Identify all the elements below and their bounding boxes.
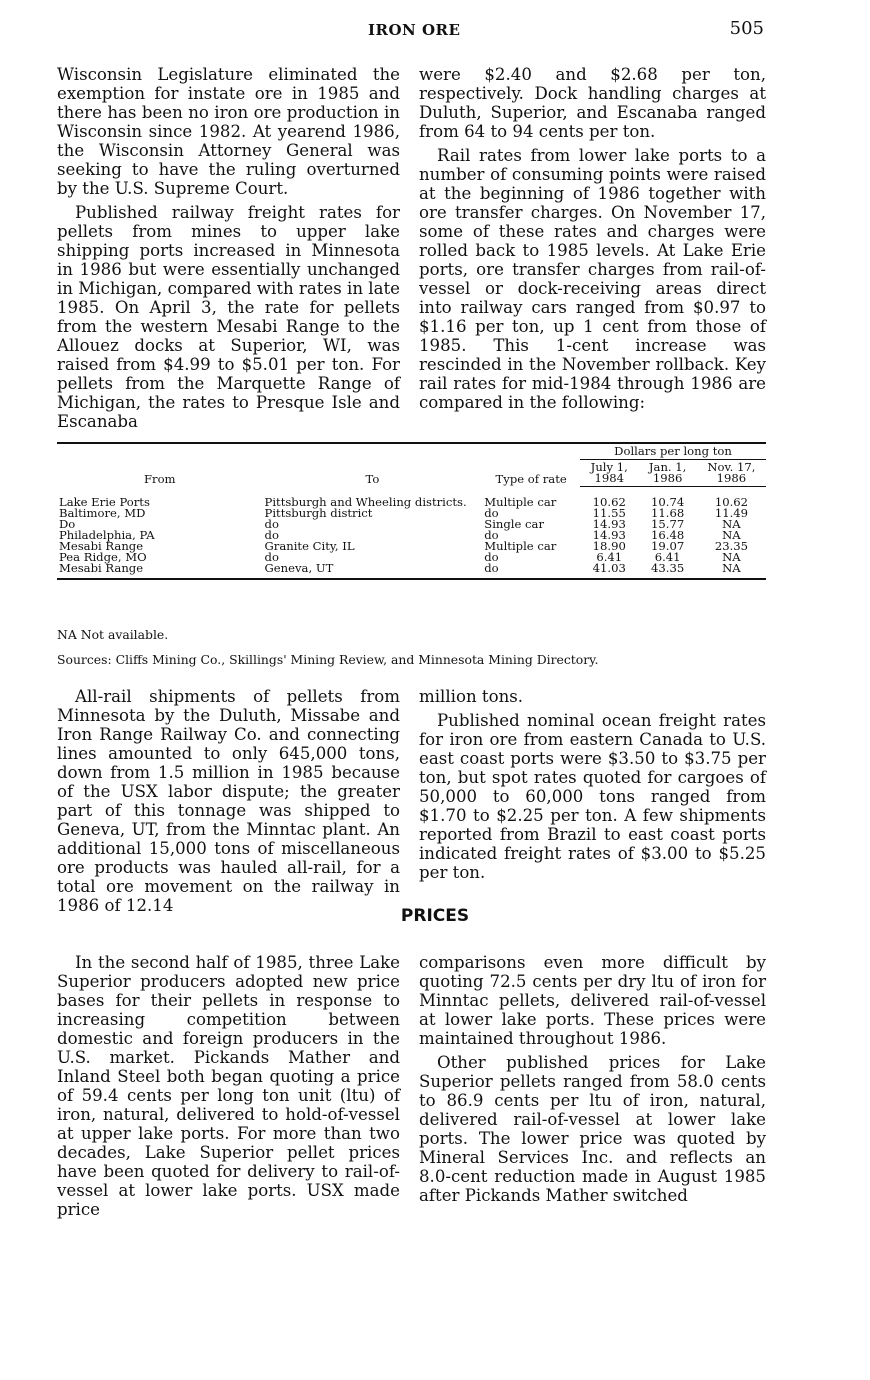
- col-header-from: From: [57, 443, 263, 487]
- paragraph: Rail rates from lower lake ports to a number of consuming points were raised at the beginning of 1986 together with ore transfer charges. On November 17, some of these rates and charges were rolled back to 1985 levels. At Lake Erie ports, ore transfer charges from rail-of-vessel or dock-receiving areas direct into railway cars ranged from $0.97 to $1.16 per ton, up 1 cent from those of 1985. This 1-cent increase was rescinded in the November rollback. Key rail rates for mid-1984 through 1986 are compared in the following:: [419, 146, 766, 412]
- cell-from: Philadelphia, PA: [59, 528, 155, 542]
- cell-nov-1986: 11.49: [714, 506, 749, 520]
- cell-jan-1986: 11.68: [651, 506, 685, 520]
- cell-jan-1986: 6.41: [654, 550, 681, 564]
- col-header-type: Type of rate: [482, 443, 580, 487]
- middle-left-column: [57, 687, 400, 920]
- paragraph: Published railway freight rates for pellets from mines to upper lake shipping ports increased in Minnesota in 1986 but were essentially unchanged in Michigan, compared with rates in late 1985. On April 3, the rate for pellets from the western Mesabi Range to the Allouez docks at Superior, WI, was raised from $4.99 to $5.01 per ton. For pellets from the Marquette Range of Michigan, the rates to Presque Isle and Escanaba: [57, 203, 400, 431]
- cell-july-1984: 18.90: [592, 539, 626, 553]
- cell-jan-1986: 10.74: [651, 495, 685, 509]
- cell-july-1984: 10.62: [592, 495, 626, 509]
- rail-rates-table: [57, 442, 766, 580]
- paragraph: All-rail shipments of pellets from Minnesota by the Duluth, Missabe and Iron Range Railway Co. and connecting lines amounted to only 645,000 tons, down from 1.5 million in 1985 because of the USX labor dispute; the greater part of this tonnage was shipped to Geneva, UT, from the Minntac plant. An additional 15,000 tons of miscellaneous ore products was hauled all-rail, for a total ore movement on the railway in 1986 of 12.14: [57, 687, 400, 915]
- cell-to: Pittsburgh district: [264, 506, 373, 520]
- table-note: NA Not available.: [57, 627, 169, 642]
- cell-from: Pea Ridge, MO: [59, 550, 147, 564]
- cell-to: Granite City, IL: [264, 539, 355, 553]
- cell-to: do: [264, 517, 279, 531]
- cell-nov-1986: NA: [697, 563, 766, 579]
- cell-from: Mesabi Range: [59, 539, 144, 553]
- cell-nov-1986: 23.35: [714, 539, 749, 553]
- page-header: [0, 18, 870, 44]
- col-header-to: To: [263, 443, 483, 487]
- cell-jan-1986: 15.77: [651, 517, 685, 531]
- col-header-july-1984: July 1, 1984: [580, 460, 638, 487]
- bottom-right-column: [419, 953, 766, 1210]
- cell-july-1984: 41.03: [580, 563, 638, 579]
- cell-july-1984: 14.93: [592, 517, 626, 531]
- cell-nov-1986: 10.62: [714, 495, 749, 509]
- cell-jan-1986: 43.35: [638, 563, 696, 579]
- cell-jan-1986: 19.07: [651, 539, 685, 553]
- paragraph: million tons.: [419, 687, 524, 706]
- cell-type: do: [484, 528, 499, 542]
- table-body: [57, 487, 766, 580]
- cell-july-1984: 11.55: [592, 506, 626, 520]
- table-sources: Sources: Cliffs Mining Co., Skillings' Mining Review, and Minnesota Mining Directory.: [57, 652, 599, 667]
- cell-type: Multiple car: [484, 539, 557, 553]
- page-number: 505: [729, 18, 764, 39]
- col-header-nov-1986: Nov. 17, 1986: [697, 460, 766, 487]
- cell-july-1984: 14.93: [592, 528, 626, 542]
- cell-to: Pittsburgh and Wheeling districts.: [264, 494, 467, 509]
- paragraph: In the second half of 1985, three Lake Superior producers adopted new price bases for their pellets in response to increasing competition between domestic and foreign producers in the U.S. market. Pickands Mather and Inland Steel both began quoting a price of 59.4 cents per long ton unit (ltu) of iron, natural, delivered to hold-of-vessel at upper lake ports. For more than two decades, Lake Superior pellet prices have been quoted for delivery to rail-of-vessel at lower lake ports. USX made price: [57, 953, 400, 1219]
- middle-right-column: [419, 687, 766, 887]
- cell-type: do: [484, 550, 499, 564]
- top-left-column: [57, 65, 400, 436]
- paragraph: Wisconsin Legislature eliminated the exemption for instate ore in 1985 and there has been no iron ore production in Wisconsin since 1982. At yearend 1986, the Wisconsin Attorney General was seeking to have the ruling overturned by the U.S. Supreme Court.: [57, 65, 400, 198]
- cell-type: do: [484, 506, 499, 520]
- cell-to: Geneva, UT: [263, 563, 483, 579]
- paragraph: comparisons even more difficult by quoting 72.5 cents per dry ltu of iron for Minntac pellets, delivered rail-of-vessel at lower lake ports. These prices were maintained throughout 1986.: [419, 953, 766, 1048]
- paragraph: Other published prices for Lake Superior pellets ranged from 58.0 cents to 86.9 cents per ltu of iron, natural, delivered rail-of-vessel at lower lake ports. The lower price was quoted by Mineral Services Inc. and reflects an 8.0-cent reduction made in August 1985 after Pickands Mather switched: [419, 1053, 766, 1205]
- cell-to: do: [264, 550, 279, 564]
- top-right-column: [419, 65, 766, 417]
- cell-from: Mesabi Range: [57, 563, 263, 579]
- running-head: IRON ORE: [368, 21, 461, 39]
- cell-from: Baltimore, MD: [59, 506, 146, 520]
- cell-nov-1986: NA: [722, 517, 741, 531]
- cell-jan-1986: 16.48: [651, 528, 685, 542]
- paragraph: Published nominal ocean freight rates for iron ore from eastern Canada to U.S. east coast ports were $3.50 to $3.75 per ton, but spot rates quoted for cargoes of 50,000 to 60,000 tons ranged from $1.70 to $2.25 per ton. A few shipments reported from Brazil to east coast ports indicated freight rates of $3.00 to $5.25 per ton.: [419, 711, 766, 882]
- cell-type: Single car: [484, 517, 545, 531]
- bottom-left-column: [57, 953, 400, 1224]
- col-group-header: Dollars per long ton: [580, 443, 766, 460]
- cell-type: do: [482, 563, 580, 579]
- cell-nov-1986: NA: [722, 528, 741, 542]
- table-row: [57, 563, 766, 579]
- cell-type: Multiple car: [484, 494, 557, 509]
- cell-to: do: [264, 528, 279, 542]
- section-title: PRICES: [400, 906, 470, 926]
- table-row: [57, 487, 766, 509]
- cell-july-1984: 6.41: [596, 550, 623, 564]
- paragraph: were $2.40 and $2.68 per ton, respectively. Dock handling charges at Duluth, Superior, and Escanaba ranged from 64 to 94 cents per ton.: [419, 65, 766, 141]
- cell-from: Lake Erie Ports: [59, 494, 150, 509]
- cell-nov-1986: NA: [722, 550, 741, 564]
- cell-from: Do: [59, 517, 76, 531]
- col-header-jan-1986: Jan. 1, 1986: [638, 460, 696, 487]
